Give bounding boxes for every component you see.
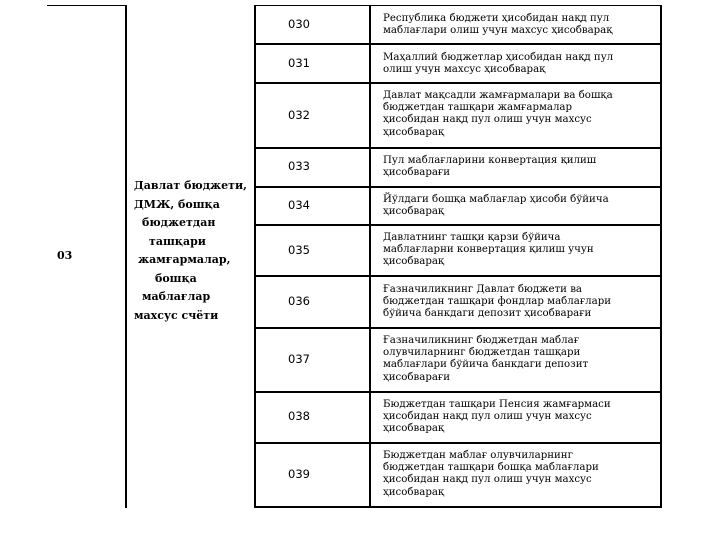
account-code: 031	[288, 56, 310, 70]
description-line: бюджетдан ташқари фондлар маблағлари	[383, 296, 612, 308]
account-description	[383, 155, 659, 179]
group-name-line: жамғармалар,	[138, 253, 231, 266]
group-name-line: бюджетдан	[142, 216, 216, 229]
description-line: ҳисобварақ	[383, 126, 445, 138]
description-line: бюджетдан ташқари жамғармалар	[383, 102, 573, 114]
row-line	[254, 327, 662, 329]
row-line	[254, 391, 662, 393]
group-name-line: маблағлар	[142, 290, 211, 303]
group-name-line: бошқа	[155, 271, 197, 285]
description-line: маблағлари олиш учун махсус ҳисобварақ	[383, 25, 613, 37]
row-line	[254, 224, 662, 226]
row-line	[254, 43, 662, 45]
description-line: Бюджетдан маблағ олувчиларнинг	[383, 450, 573, 461]
account-description	[383, 232, 659, 269]
description-line: Йўлдаги бошқа маблағлар ҳисоби бўйича	[383, 194, 609, 205]
account-description	[383, 335, 659, 384]
group-name-line: ташқари	[149, 234, 206, 248]
account-description	[383, 13, 659, 37]
description-line: ҳисобидан нақд пул олиш учун махсус	[383, 411, 592, 423]
account-description	[383, 52, 659, 76]
description-line: маблағлари бўйича банкдаги депозит	[383, 359, 589, 371]
account-description	[383, 450, 659, 499]
description-line: Ғазначиликнинг Давлат бюджети ва	[383, 284, 582, 295]
code-column-divider	[369, 5, 371, 508]
description-line: Бюджетдан ташқари Пенсия жамғармаси	[383, 399, 611, 410]
description-line: ҳисобварақ	[383, 256, 445, 268]
group-name-line: махсус счёти	[134, 308, 219, 322]
description-line: ҳисобварағи	[383, 371, 451, 383]
row-line	[254, 82, 662, 84]
group-name	[132, 177, 250, 325]
row-line	[254, 275, 662, 277]
account-code: 032	[288, 108, 310, 122]
row-line	[254, 442, 662, 444]
account-code: 034	[288, 198, 310, 212]
description-line: бюджетдан ташқари бошқа маблағлари	[383, 462, 599, 474]
account-code: 036	[288, 294, 310, 308]
description-line: ҳисобварағи	[383, 167, 451, 179]
account-code: 037	[288, 352, 310, 366]
account-code: 030	[288, 17, 310, 31]
row-line	[254, 5, 662, 6]
description-line: ҳисобидан нақд пул олиш учун махсус	[383, 114, 592, 126]
description-line: Маҳаллий бюджетлар ҳисобидан нақд пул	[383, 52, 614, 63]
description-line: Давлатнинг ташқи қарзи бўйича	[383, 232, 561, 243]
group-code: 03	[57, 249, 73, 262]
description-line: ҳисобидан нақд пул олиш учун махсус	[383, 474, 592, 486]
description-line: ҳисобварақ	[383, 486, 445, 498]
description-line: Республика бюджети ҳисобидан нақд пул	[383, 13, 610, 24]
account-code: 038	[288, 409, 310, 423]
row-line	[254, 506, 662, 508]
group-name-line: Давлат бюджети,	[134, 179, 247, 192]
description-line: Давлат мақсадли жамғармалари ва бошқа	[383, 90, 613, 101]
account-description	[383, 284, 659, 321]
description-line: Ғазначиликнинг бюджетдан маблағ	[383, 335, 580, 346]
row-line	[254, 147, 662, 149]
account-description	[383, 90, 659, 139]
name-column-divider	[254, 5, 256, 508]
description-line: бўйича банкдаги депозит ҳисобварағи	[383, 308, 592, 320]
description-line: Пул маблағларини конвертация қилиш	[383, 155, 597, 166]
account-code: 039	[288, 467, 310, 481]
top-border-left	[47, 5, 127, 6]
group-name-line: ДМЖ, бошқа	[134, 197, 220, 211]
row-line	[254, 186, 662, 188]
description-line: ҳисобварақ	[383, 423, 445, 435]
description-line: маблағларни конвертация қилиш учун	[383, 244, 594, 256]
account-description	[383, 399, 659, 436]
account-code: 033	[288, 159, 310, 173]
description-line: ҳисобварақ	[383, 206, 445, 218]
group-column-divider	[125, 5, 127, 508]
account-description	[383, 194, 659, 218]
description-line: олиш учун махсус ҳисобварақ	[383, 64, 546, 76]
right-border	[660, 5, 662, 508]
description-line: олувчиларнинг бюджетдан ташқари	[383, 347, 581, 359]
account-code: 035	[288, 243, 310, 257]
